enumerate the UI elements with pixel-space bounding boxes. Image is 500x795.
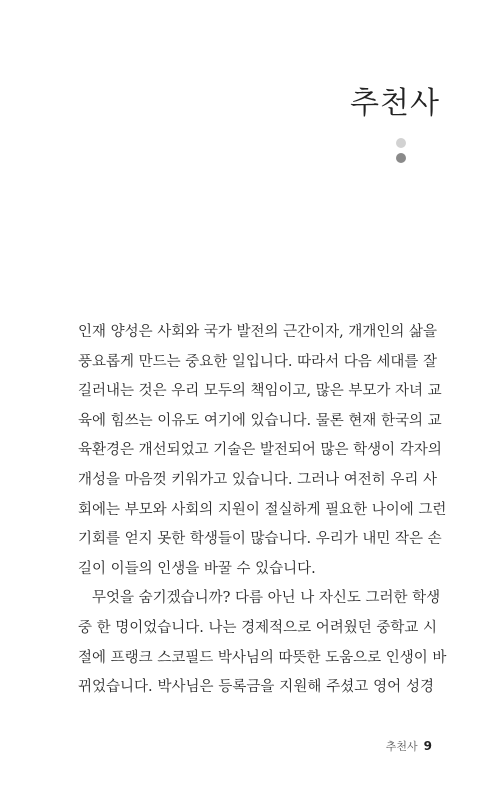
text-line: 풍요롭게 만드는 중요한 일입니다. 따라서 다음 세대를 잘	[78, 353, 438, 370]
text-line: 중 한 명이었습니다. 나는 경제적으로 어려웠던 중학교 시	[78, 619, 438, 636]
text-line: 육환경은 개선되었고 기술은 발전되어 많은 학생이 각자의	[78, 442, 442, 459]
text-line: 인재 양성은 사회와 국가 발전의 근간이자, 개개인의 삶을	[78, 324, 438, 340]
decorative-dot-light	[396, 138, 406, 148]
text-line: 회에는 부모와 사회의 지원이 절실하게 필요한 나이에 그런	[78, 501, 447, 518]
text-line: 뀌었습니다. 박사님은 등록금을 지원해 주셨고 영어 성경	[78, 679, 434, 696]
body-text	[78, 318, 447, 703]
chapter-title: 추천사	[350, 86, 440, 121]
text-line: 개성을 마음껏 키워가고 있습니다. 그러나 여전히 우리 사	[78, 471, 438, 488]
page-footer	[386, 738, 432, 754]
text-line: 육에 힘쓰는 이유도 여기에 있습니다. 물론 현재 한국의 교	[78, 412, 442, 429]
text-line: 무엇을 숨기겠습니까? 다름 아닌 나 자신도 그러한 학생	[92, 590, 441, 607]
text-line: 기회를 얻지 못한 학생들이 많습니다. 우리가 내민 작은 손	[78, 531, 442, 548]
decorative-dot-dark	[396, 153, 406, 163]
text-line: 절에 프랭크 스코필드 박사님의 따뜻한 도움으로 인생이 바	[78, 649, 447, 666]
running-footer-section: 추천사	[385, 740, 418, 753]
text-line: 길이 이들의 인생을 바꿀 수 있습니다.	[78, 560, 316, 577]
text-line: 길러내는 것은 우리 모두의 책임이고, 많은 부모가 자녀 교	[78, 383, 442, 400]
page-number: 9	[423, 739, 432, 753]
